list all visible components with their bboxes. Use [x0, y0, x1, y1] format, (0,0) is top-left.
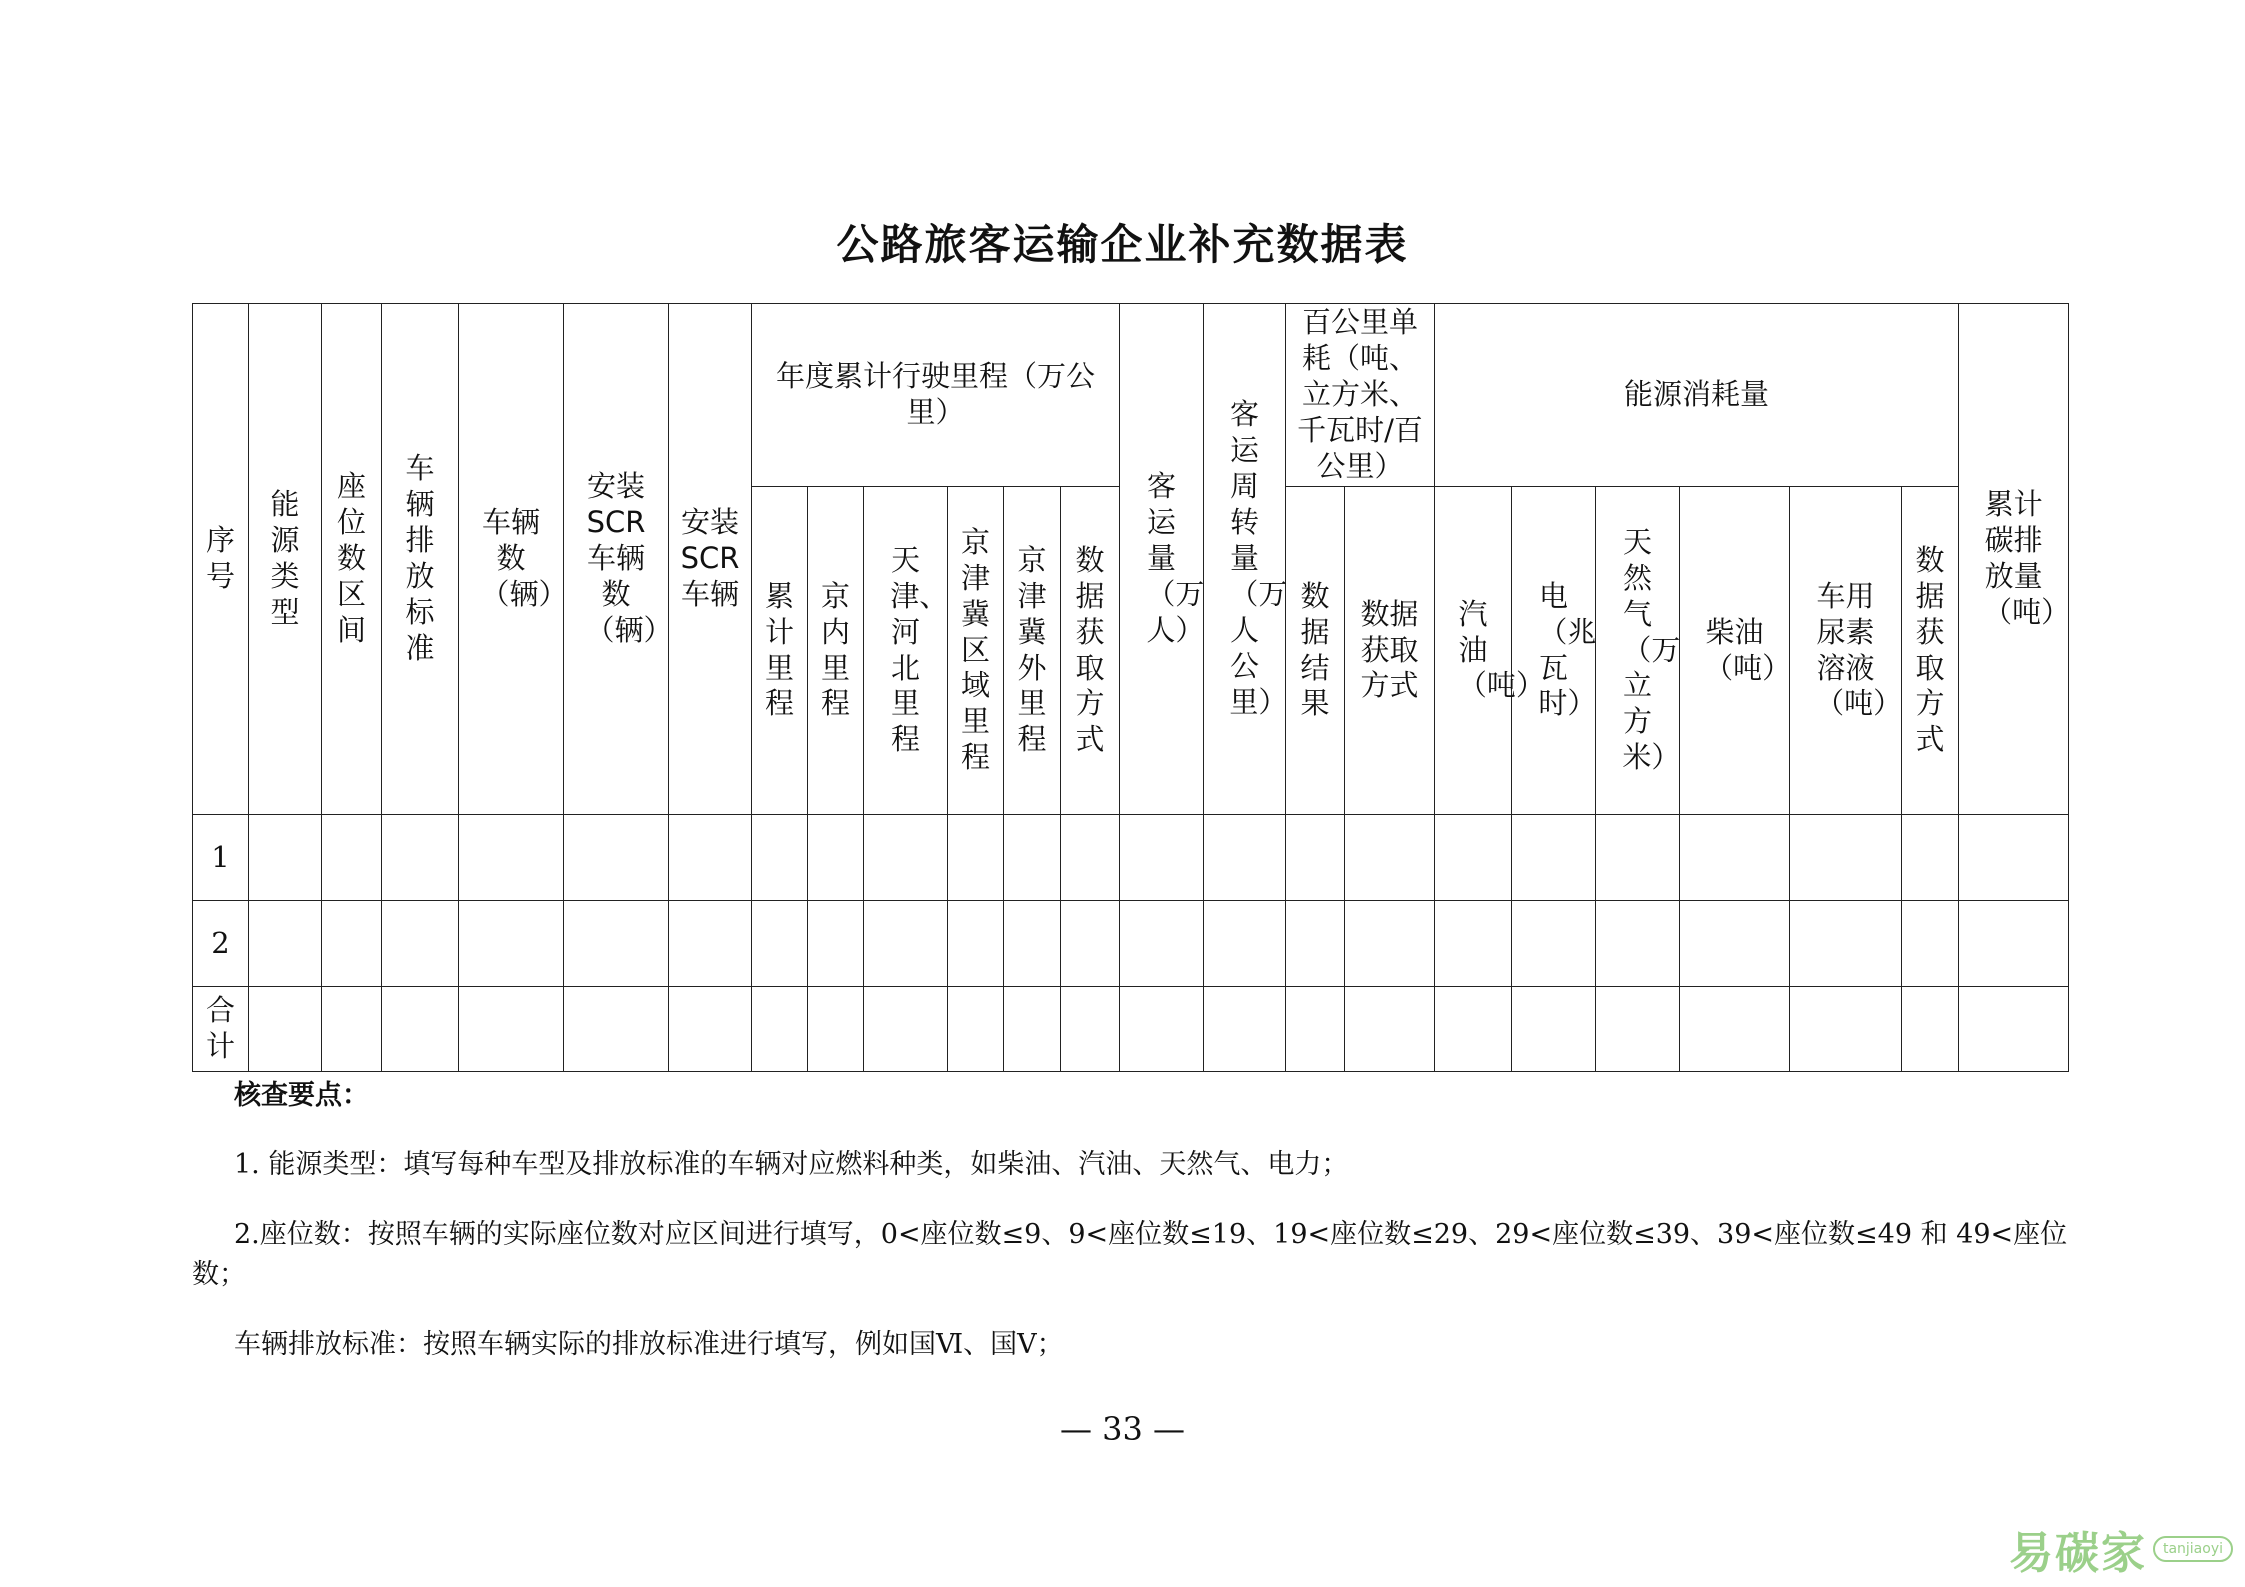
note-item-seat-range-cont: 数； [192, 1259, 246, 1290]
header-natural-gas: 天然气（万立方米） [1596, 487, 1680, 815]
note-item-emission-standard: 车辆排放标准：按照车辆实际的排放标准进行填写，例如国Ⅵ、国Ⅴ； [234, 1329, 1064, 1360]
watermark-badge: tanjiaoyi [2153, 1536, 2233, 1562]
header-energy-consumption-group: 能源消耗量 [1435, 304, 1959, 487]
header-tianjin-hebei-mileage: 天津、河北里程 [864, 487, 948, 815]
note-item-seat-range: 2.座位数：按照车辆的实际座位数对应区间进行填写，0<座位数≤9、9<座位数≤19、19<座位数≤29、29<座位数≤39、39<座位数≤49 和 49<座位 [234, 1219, 2068, 1250]
header-energy-data-method: 数据获取方式 [1902, 487, 1959, 815]
header-scr-vehicle-count: 安装SCR车辆数（辆） [564, 304, 669, 815]
header-unit-data-method: 数据获取方式 [1345, 487, 1435, 815]
notes-heading: 核查要点： [234, 1080, 369, 1111]
page-title: 公路旅客运输企业补充数据表 [836, 220, 1409, 269]
page-number: — 33 — [1059, 1410, 1186, 1448]
header-vehicle-count: 车辆数（辆） [459, 304, 564, 815]
supplementary-data-table [192, 303, 2069, 1072]
table-row [193, 815, 2069, 901]
watermark-text: 易碳家 [2008, 1528, 2147, 1579]
header-unit-data-result: 数据结果 [1286, 487, 1345, 815]
header-seq: 序号 [193, 304, 249, 815]
row-label: 1 [193, 815, 249, 901]
watermark-logo [2009, 1517, 2233, 1581]
header-seat-range: 座位数区间 [322, 304, 382, 815]
header-electricity: 电（兆瓦时） [1512, 487, 1596, 815]
table-row [193, 901, 2069, 987]
header-annual-mileage-group: 年度累计行驶里程（万公里） [752, 304, 1120, 487]
row-label: 2 [193, 901, 249, 987]
table-row-total [193, 987, 2069, 1072]
header-jjj-region-mileage: 京津冀区域里程 [948, 487, 1004, 815]
header-unit-consumption-group: 百公里单耗（吨、立方米、千瓦时/百公里） [1286, 304, 1435, 487]
header-mileage-data-method: 数据获取方式 [1061, 487, 1120, 815]
row-label: 合计 [193, 987, 249, 1072]
header-urea: 车用尿素溶液（吨） [1790, 487, 1902, 815]
header-scr-vehicle: 安装SCR车辆 [669, 304, 752, 815]
header-beijing-mileage: 京内里程 [808, 487, 864, 815]
header-cumulative-carbon: 累计碳排放量（吨） [1959, 304, 2069, 815]
header-emission-standard: 车辆排放标准 [382, 304, 459, 815]
header-outside-jjj-mileage: 京津冀外里程 [1004, 487, 1061, 815]
header-passenger-volume: 客运量（万人） [1120, 304, 1204, 815]
header-diesel: 柴油（吨） [1680, 487, 1790, 815]
header-passenger-turnover: 客运周转量（万人公里） [1204, 304, 1286, 815]
header-cumulative-mileage: 累计里程 [752, 487, 808, 815]
header-gasoline: 汽油（吨） [1435, 487, 1512, 815]
note-item-energy-type: 1. 能源类型：填写每种车型及排放标准的车辆对应燃料种类，如柴油、汽油、天然气、电力； [234, 1149, 1349, 1180]
header-energy-type: 能源类型 [249, 304, 322, 815]
